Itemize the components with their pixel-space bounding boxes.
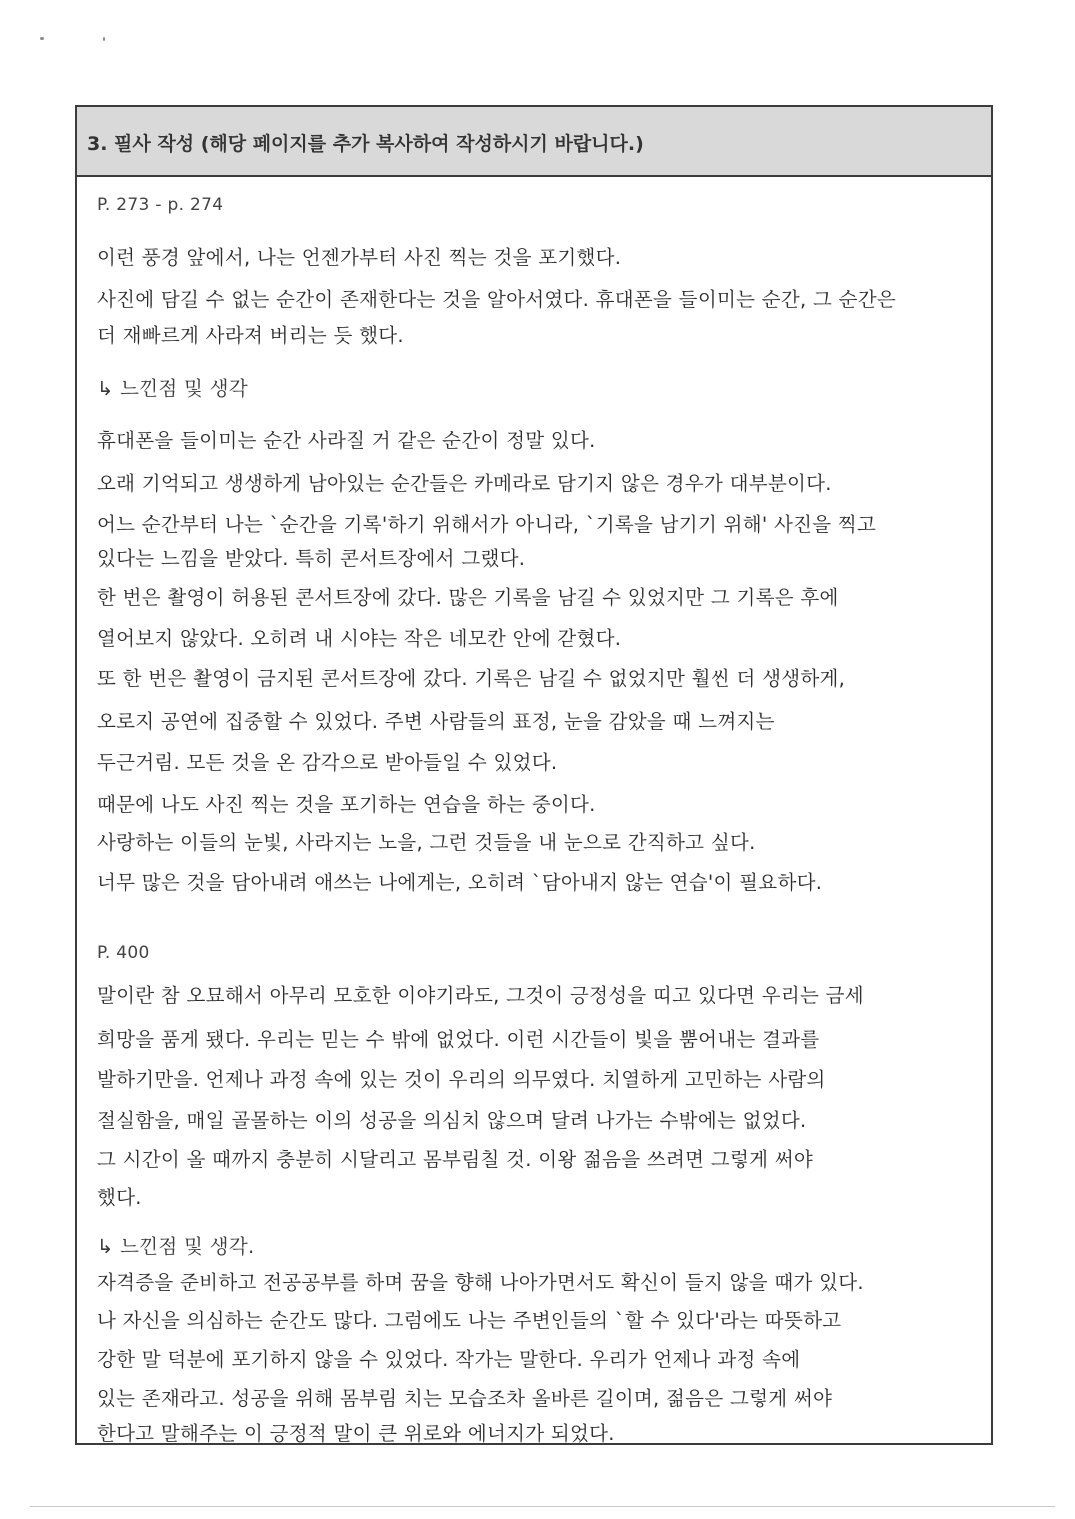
handwritten-line: 자격증을 준비하고 전공공부를 하며 꿈을 향해 나아가면서도 확신이 들지 않을 때가 있다. [97,1271,864,1294]
page-reference: P. 400 [97,943,150,963]
scan-speck [103,37,105,41]
handwritten-line: 나 자신을 의심하는 순간도 많다. 그럼에도 나는 주변인들의 `할 수 있다'라는 따뜻하고 [97,1309,842,1332]
handwritten-line: 말이란 참 오묘해서 아무리 모호한 이야기라도, 그것이 긍정성을 띠고 있다면 우리는 금세 [97,984,864,1007]
handwritten-line: 발하기만을. 언제나 과정 속에 있는 것이 우리의 의무였다. 치열하게 고민하는 사람의 [97,1068,826,1091]
handwritten-line: 또 한 번은 촬영이 금지된 콘서트장에 갔다. 기록은 남길 수 없었지만 훨씬 더 생생하게, [97,667,846,690]
reflection-heading: ↳ 느낀점 및 생각 [97,377,248,400]
handwritten-line: 너무 많은 것을 담아내려 애쓰는 나에게는, 오히려 `담아내지 않는 연습'이 필요하다. [97,871,823,894]
handwritten-line: 있는 존재라고. 성공을 위해 몸부림 치는 모습조차 올바른 길이며, 젊음은 그렇게 써야 [97,1387,833,1410]
handwritten-line: 있다는 느낌을 받았다. 특히 콘서트장에서 그랬다. [97,547,526,570]
handwritten-line: 사진에 담길 수 없는 순간이 존재한다는 것을 알아서였다. 휴대폰을 들이미는 순간, 그 순간은 [97,288,897,311]
handwritten-line: 열어보지 않았다. 오히려 내 시야는 작은 네모칸 안에 갇혔다. [97,627,622,650]
handwritten-line: 두근거림. 모든 것을 온 감각으로 받아들일 수 있었다. [97,751,558,774]
scan-speck [40,37,44,40]
handwritten-line: 한 번은 촬영이 허용된 콘서트장에 갔다. 많은 기록을 남길 수 있었지만 그 기록은 후에 [97,586,839,609]
handwritten-line: 더 재빠르게 사라져 버리는 듯 했다. [97,324,404,347]
transcription-form [75,105,993,1445]
handwritten-line: 강한 말 덕분에 포기하지 않을 수 있었다. 작가는 말한다. 우리가 언제나 과정 속에 [97,1348,801,1371]
handwritten-line: 때문에 나도 사진 찍는 것을 포기하는 연습을 하는 중이다. [97,793,596,816]
handwritten-line: 했다. [97,1186,142,1209]
handwritten-line: 그 시간이 올 때까지 충분히 시달리고 몸부림칠 것. 이왕 젊음을 쓰려면 그렇게 써야 [97,1148,814,1171]
section-title: 3. 필사 작성 (해당 페이지를 추가 복사하여 작성하시기 바랍니다.) [87,133,644,155]
handwritten-line: 사랑하는 이들의 눈빛, 사라지는 노을, 그런 것들을 내 눈으로 간직하고 싶다. [97,831,756,854]
handwritten-line: 희망을 품게 됐다. 우리는 믿는 수 밖에 없었다. 이런 시간들이 빛을 뿜어내는 결과를 [97,1028,820,1051]
handwritten-line: 어느 순간부터 나는 `순간을 기록'하기 위해서가 아니라, `기록을 남기기 위해' 사진을 찍고 [97,513,877,536]
section-header [77,107,991,177]
handwritten-line: 오래 기억되고 생생하게 남아있는 순간들은 카메라로 담기지 않은 경우가 대부분이다. [97,472,832,495]
handwritten-line: 한다고 말해주는 이 긍정적 말이 큰 위로와 에너지가 되었다. [97,1422,615,1445]
handwritten-line: 절실함을, 매일 골몰하는 이의 성공을 의심치 않으며 달려 나가는 수밖에는 없었다. [97,1109,807,1132]
handwritten-line: 휴대폰을 들이미는 순간 사라질 거 같은 순간이 정말 있다. [97,429,596,452]
handwritten-line: 이런 풍경 앞에서, 나는 언젠가부터 사진 찍는 것을 포기했다. [97,246,622,269]
page-bottom-rule [30,1506,1055,1507]
page-reference: P. 273 - p. 274 [97,195,224,215]
reflection-heading: ↳ 느낀점 및 생각. [97,1235,255,1258]
handwritten-line: 오로지 공연에 집중할 수 있었다. 주변 사람들의 표정, 눈을 감았을 때 느껴지는 [97,710,775,733]
